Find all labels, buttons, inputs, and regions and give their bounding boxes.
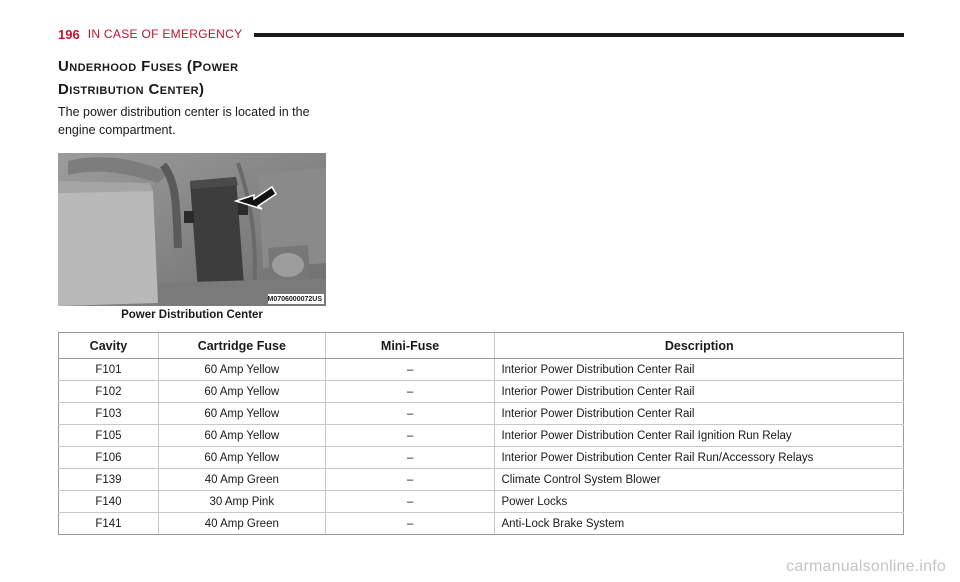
cell-description: Interior Power Distribution Center Rail — [495, 381, 904, 403]
cell-cartridge: 40 Amp Green — [158, 469, 325, 491]
engine-compartment-photo — [58, 153, 326, 306]
cell-mini: – — [325, 425, 495, 447]
cell-mini: – — [325, 469, 495, 491]
page-title — [58, 55, 338, 101]
fuse-table — [58, 332, 904, 535]
table-row — [59, 469, 904, 491]
header-rule — [254, 33, 904, 37]
cell-cartridge: 60 Amp Yellow — [158, 381, 325, 403]
cell-description: Climate Control System Blower — [495, 469, 904, 491]
cell-description: Interior Power Distribution Center Rail Ignition Run Relay — [495, 425, 904, 447]
header-cavity: Cavity — [59, 333, 159, 359]
engine-photo-illustration — [58, 153, 326, 306]
cell-mini: – — [325, 447, 495, 469]
cell-cavity: F102 — [59, 381, 159, 403]
cell-mini: – — [325, 403, 495, 425]
table-row — [59, 491, 904, 513]
cell-cartridge: 60 Amp Yellow — [158, 425, 325, 447]
header-mini-fuse: Mini-Fuse — [325, 333, 495, 359]
cell-description: Power Locks — [495, 491, 904, 513]
cell-mini: – — [325, 513, 495, 535]
cell-description: Interior Power Distribution Center Rail — [495, 403, 904, 425]
cell-cavity: F101 — [59, 359, 159, 381]
table-row — [59, 403, 904, 425]
cell-cavity: F139 — [59, 469, 159, 491]
figure-caption: Power Distribution Center — [121, 309, 263, 321]
cell-mini: – — [325, 491, 495, 513]
table-row — [59, 513, 904, 535]
cell-cavity: F103 — [59, 403, 159, 425]
cell-cartridge: 60 Amp Yellow — [158, 403, 325, 425]
intro-paragraph: The power distribution center is located in the engine compartment. — [58, 105, 310, 137]
watermark: carmanualsonline.info — [786, 558, 946, 575]
page-number: 196 — [58, 26, 80, 42]
section-title-header: IN CASE OF EMERGENCY — [87, 27, 243, 41]
cell-description: Anti-Lock Brake System — [495, 513, 904, 535]
cell-description: Interior Power Distribution Center Rail Run/Accessory Relays — [495, 447, 904, 469]
header-description: Description — [495, 333, 904, 359]
table-row — [59, 381, 904, 403]
cell-mini: – — [325, 359, 495, 381]
title-line-2: Distribution Center) — [58, 81, 205, 98]
table-header-row — [59, 333, 904, 359]
cell-cavity: F106 — [59, 447, 159, 469]
table-row — [59, 447, 904, 469]
table-row — [59, 359, 904, 381]
table-row — [59, 425, 904, 447]
cell-description: Interior Power Distribution Center Rail — [495, 359, 904, 381]
title-line-1: Underhood Fuses (Power — [58, 58, 239, 75]
page-header — [58, 22, 904, 46]
cell-cartridge: 60 Amp Yellow — [158, 359, 325, 381]
cell-cavity: F105 — [59, 425, 159, 447]
cell-cavity: F141 — [59, 513, 159, 535]
cell-cavity: F140 — [59, 491, 159, 513]
cell-cartridge: 30 Amp Pink — [158, 491, 325, 513]
figure-code: M0706000072US — [267, 296, 322, 303]
cell-mini: – — [325, 381, 495, 403]
cell-cartridge: 60 Amp Yellow — [158, 447, 325, 469]
cell-cartridge: 40 Amp Green — [158, 513, 325, 535]
header-cartridge-fuse: Cartridge Fuse — [158, 333, 325, 359]
